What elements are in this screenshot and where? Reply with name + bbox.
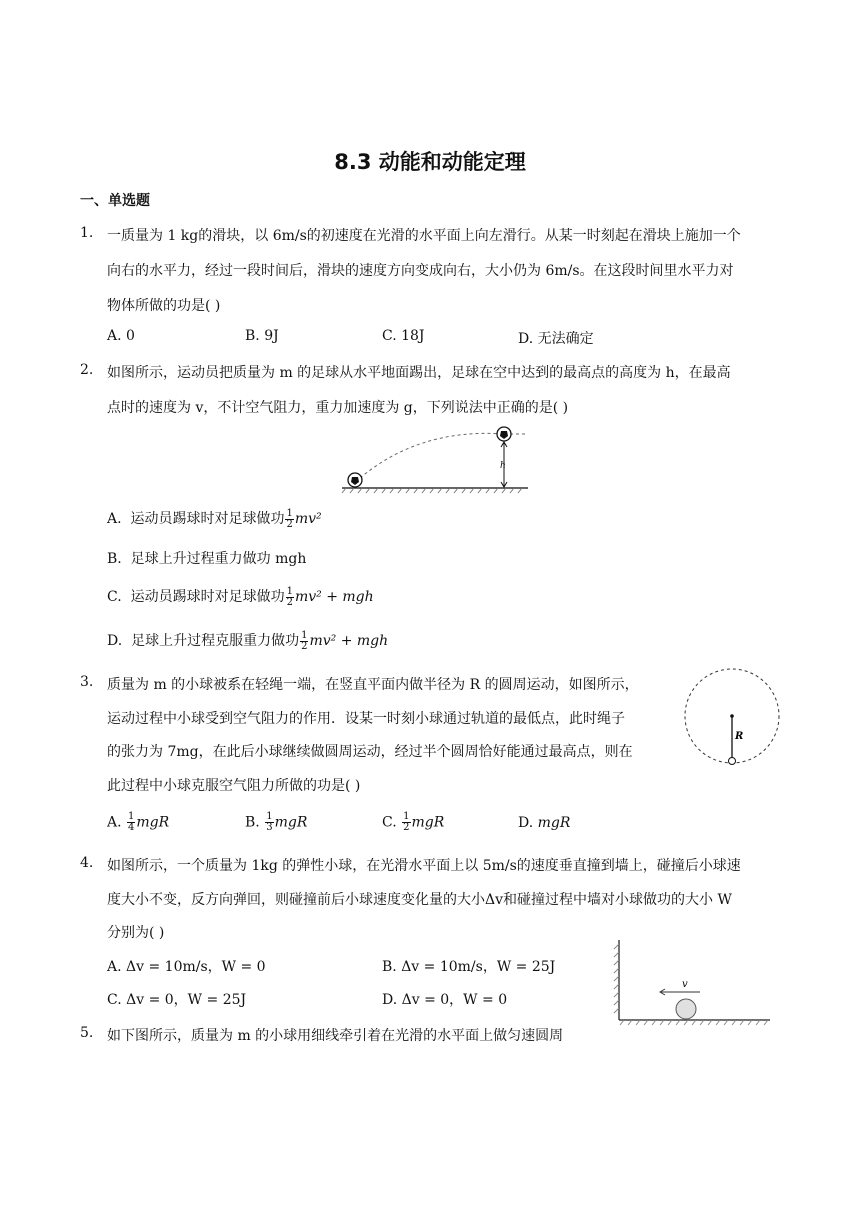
fraction-third: $\frac{1}{3}$ — [266, 811, 273, 833]
q2-option-a[interactable]: A. 运动员踢球时对足球做功 $\frac{1}{2}$ mv² — [107, 507, 322, 530]
q3-number: 3. — [80, 674, 94, 690]
q2-option-d[interactable]: D. 足球上升过程克服重力做功 $\frac{1}{2}$ mv² + mgh — [107, 629, 389, 652]
q5-line1: 如下图所示，质量为 m 的小球用细线牵引着在光滑的水平面上做匀速圆周 — [107, 1028, 564, 1044]
q4-option-b[interactable]: B. Δv = 10m/s，W = 25J — [382, 959, 556, 975]
fraction-half: $\frac{1}{2}$ — [286, 585, 293, 608]
q4-line1: 如图所示，一个质量为 1kg 的弹性小球，在光滑水平面上以 5m/s的速度垂直撞到墙上，碰撞后小球速 — [107, 858, 741, 874]
q3-line2: 运动过程中小球受到空气阻力的作用．设某一时刻小球通过轨道的最低点，此时绳子 — [107, 711, 625, 727]
q3-line4: 此过程中小球克服空气阻力所做的功是( ) — [107, 778, 361, 794]
q3-line1: 质量为 m 的小球被系在轻绳一端，在竖直平面内做半径为 R 的圆周运动，如图所示， — [107, 677, 639, 693]
page-title: 8.3 动能和动能定理 — [334, 150, 526, 174]
q4-option-c[interactable]: C. Δv = 0，W = 25J — [107, 992, 247, 1008]
wall-ball-figure — [612, 936, 772, 1026]
figure-v-label: v — [682, 979, 688, 990]
fraction-half: $\frac{1}{2}$ — [403, 811, 410, 833]
q2-number: 2. — [80, 362, 94, 378]
q3-option-d[interactable]: D. mgR — [518, 815, 571, 831]
figure-h-label: h — [500, 461, 506, 471]
vertical-circle-figure — [680, 665, 785, 770]
q1-option-c[interactable]: C. 18J — [382, 328, 425, 344]
q1-option-b[interactable]: B. 9J — [245, 328, 279, 344]
q5-number: 5. — [80, 1025, 94, 1041]
q2-line1: 如图所示，运动员把质量为 m 的足球从水平地面踢出，足球在空中达到的最高点的高度为 h，在最高 — [107, 365, 731, 381]
fraction-half: $\frac{1}{2}$ — [286, 507, 293, 530]
fraction-quarter: $\frac{1}{4}$ — [128, 811, 135, 833]
q1-line2: 向右的水平力，经过一段时间后，滑块的速度方向变成向右，大小仍为 6m/s。在这段时间里水平力对 — [107, 263, 734, 279]
q4-line3: 分别为( ) — [107, 925, 165, 941]
figure-r-label: R — [735, 731, 744, 742]
q2-option-c[interactable]: C. 运动员踢球时对足球做功 $\frac{1}{2}$ mv² + mgh — [107, 585, 374, 608]
q2-line2: 点时的速度为 v，不计空气阻力，重力加速度为 g，下列说法中正确的是( ) — [107, 400, 569, 416]
fraction-half: $\frac{1}{2}$ — [301, 629, 308, 652]
q4-line2: 度大小不变，反方向弹回，则碰撞前后小球速度变化量的大小Δv和碰撞过程中墙对小球做功的大小 W — [107, 892, 732, 908]
q1-option-d[interactable]: D. 无法确定 — [518, 331, 594, 347]
football-trajectory-figure — [340, 420, 530, 495]
q4-option-a[interactable]: A. Δv = 10m/s，W = 0 — [107, 959, 266, 975]
q1-line1: 一质量为 1 kg的滑块，以 6m/s的初速度在光滑的水平面上向左滑行。从某一时刻起在滑块上施加一个 — [107, 228, 741, 244]
q4-option-d[interactable]: D. Δv = 0，W = 0 — [382, 992, 508, 1008]
q1-option-a[interactable]: A. 0 — [107, 328, 135, 344]
q3-line3: 的张力为 7mg，在此后小球继续做圆周运动，经过半个圆周恰好能通过最高点，则在 — [107, 744, 633, 760]
q1-line3: 物体所做的功是( ) — [107, 298, 221, 314]
section-heading: 一、单选题 — [80, 193, 150, 209]
q2-option-b[interactable]: B. 足球上升过程重力做功 mgh — [107, 551, 307, 567]
q1-number: 1. — [80, 225, 94, 241]
q3-option-b[interactable]: B. $\frac{1}{3}$ mgR — [245, 811, 308, 833]
q4-number: 4. — [80, 855, 94, 871]
q3-option-a[interactable]: A. $\frac{1}{4}$ mgR — [107, 811, 170, 833]
q3-option-c[interactable]: C. $\frac{1}{2}$ mgR — [382, 811, 445, 833]
